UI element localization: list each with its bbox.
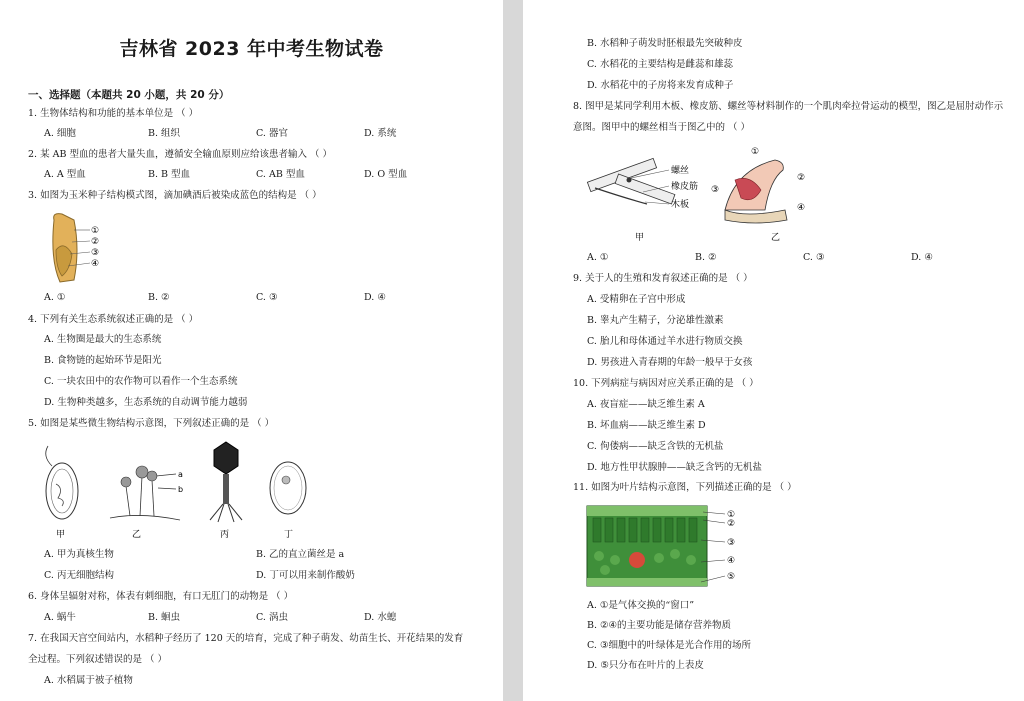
leaf-label-3: ③ [727,538,736,548]
question-7-stem-line2: 全过程。下列叙述错误的是 （ ） [28,654,168,665]
question-8-stem-line1: 8. 图甲是某同学利用木板、橡皮筋、螺丝等材料制作的一个肌肉牵拉骨运动的模型，图乙是屈肘动作示 [573,101,1004,112]
leaf-label-4: ④ [727,556,736,566]
q10-option-a: A. 夜盲症——缺乏维生素 A [587,399,705,410]
q9-option-c: C. 胎儿和母体通过羊水进行物质交换 [587,336,743,347]
arm-label-2: ② [797,173,806,183]
question-4-stem: 4. 下列有关生态系统叙述正确的是 （ ） [28,314,199,325]
arm-label-4: ④ [797,203,806,213]
q6-option-c: C. 涡虫 [256,612,288,623]
arm-label-3: ③ [711,185,720,195]
q3-option-c: C. ③ [256,292,278,303]
q2-option-d: D. O 型血 [364,169,408,180]
question-7-stem-line1: 7. 在我国天宫空间站内，水稻种子经历了 120 天的培育，完成了种子萌发、幼苗生长、开花结果的发育 [28,633,464,644]
model-label-board: 木板 [671,200,690,210]
arm-label-1: ① [751,147,760,157]
seed-label-3: ③ [91,248,100,258]
mold-pointer-b: b [178,485,184,494]
seed-label-4: ④ [91,259,100,269]
q1-option-b: B. 组织 [148,128,181,139]
muscle-model-figure [585,140,845,246]
fig-label-yi: 乙 [771,233,781,243]
q8-option-a: A. ① [587,252,609,263]
microorganism-figure [30,436,330,542]
q6-option-a: A. 蜗牛 [44,612,76,623]
q6-option-b: B. 蛔虫 [148,612,181,623]
q4-option-d: D. 生物种类越多，生态系统的自动调节能力越弱 [44,397,248,408]
q1-option-a: A. 细胞 [44,128,76,139]
q4-option-b: B. 食物链的起始环节是阳光 [44,355,162,366]
q10-option-b: B. 坏血病——缺乏维生素 D [587,420,706,431]
section-heading: 一、选择题（本题共 20 小题，共 20 分） [28,89,230,101]
exam-page-left [0,0,503,701]
seed-label-1: ① [91,226,100,236]
q5-option-d: D. 丁可以用来制作酸奶 [256,570,355,581]
q5-option-b: B. 乙的直立菌丝是 a [256,549,345,560]
q7-option-a: A. 水稻属于被子植物 [44,675,133,686]
q2-option-c: C. AB 型血 [256,169,305,180]
leaf-label-5: ⑤ [727,572,736,582]
exam-page-right [523,0,1024,701]
fig-label-jia: 甲 [56,530,66,540]
fig-label-ding: 丁 [284,530,294,540]
question-3-stem: 3. 如图为玉米种子结构模式图，滴加碘酒后被染成蓝色的结构是 （ ） [28,190,322,201]
question-11-stem: 11. 如图为叶片结构示意图，下列描述正确的是 （ ） [573,482,797,493]
q6-option-d: D. 水螅 [364,612,397,623]
q3-option-b: B. ② [148,292,170,303]
fig-label-yi: 乙 [132,530,142,540]
q3-option-d: D. ④ [364,292,386,303]
question-2-stem: 2. 某 AB 型血的患者大量失血，遵循安全输血原则应给该患者输入 （ ） [28,149,333,160]
question-9-stem: 9. 关于人的生殖和发育叙述正确的是 （ ） [573,273,753,284]
question-10-stem: 10. 下列病症与病因对应关系正确的是 （ ） [573,378,759,389]
q5-option-c: C. 丙无细胞结构 [44,570,114,581]
corn-seed-figure [44,210,114,285]
question-5-stem: 5. 如图是某些微生物结构示意图，下列叙述正确的是 （ ） [28,418,275,429]
mold-pointer-a: a [178,470,183,479]
q1-option-d: D. 系统 [364,128,397,139]
q4-option-a: A. 生物圈是最大的生态系统 [44,334,162,345]
fig-label-bing: 丙 [220,530,230,540]
q11-option-a: A. ①是气体交换的“窗口” [587,600,695,611]
q2-option-b: B. B 型血 [148,169,191,180]
question-1-stem: 1. 生物体结构和功能的基本单位是 （ ） [28,108,199,119]
q2-option-a: A. A 型血 [44,169,86,180]
q9-option-d: D. 男孩进入青春期的年龄一般早于女孩 [587,357,753,368]
q8-option-c: C. ③ [803,252,825,263]
seed-label-2: ② [91,237,100,247]
q9-option-b: B. 睾丸产生精子，分泌雄性激素 [587,315,724,326]
leaf-structure-figure [585,500,805,594]
question-6-stem: 6. 身体呈辐射对称，体表有刺细胞，有口无肛门的动物是 （ ） [28,591,294,602]
leaf-label-1: ① [727,510,736,520]
q5-option-a: A. 甲为真核生物 [44,549,114,560]
model-label-rubber-band: 橡皮筋 [671,182,699,192]
fig-label-jia: 甲 [635,233,645,243]
page-title: 吉林省 2023 年中考生物试卷 [119,38,384,60]
q7-option-d: D. 水稻花中的子房将来发育成种子 [587,80,734,91]
q4-option-c: C. 一块农田中的农作物可以看作一个生态系统 [44,376,238,387]
q11-option-c: C. ③细胞中的叶绿体是光合作用的场所 [587,640,751,651]
q8-option-b: B. ② [695,252,717,263]
q8-option-d: D. ④ [911,252,933,263]
q9-option-a: A. 受精卵在子宫中形成 [587,294,686,305]
leaf-label-2: ② [727,519,736,529]
question-8-stem-line2: 意图。图甲中的螺丝相当于图乙中的 （ ） [573,122,751,133]
q10-option-d: D. 地方性甲状腺肿——缺乏含钙的无机盐 [587,462,762,473]
q3-option-a: A. ① [44,292,66,303]
q11-option-b: B. ②④的主要功能是储存营养物质 [587,620,732,631]
model-label-screw: 螺丝 [671,166,690,176]
q10-option-c: C. 佝偻病——缺乏含铁的无机盐 [587,441,724,452]
q11-option-d: D. ⑤只分布在叶片的上表皮 [587,660,704,671]
q1-option-c: C. 器官 [256,128,288,139]
q7-option-b: B. 水稻种子萌发时胚根最先突破种皮 [587,38,743,49]
q7-option-c: C. 水稻花的主要结构是雌蕊和雄蕊 [587,59,733,70]
